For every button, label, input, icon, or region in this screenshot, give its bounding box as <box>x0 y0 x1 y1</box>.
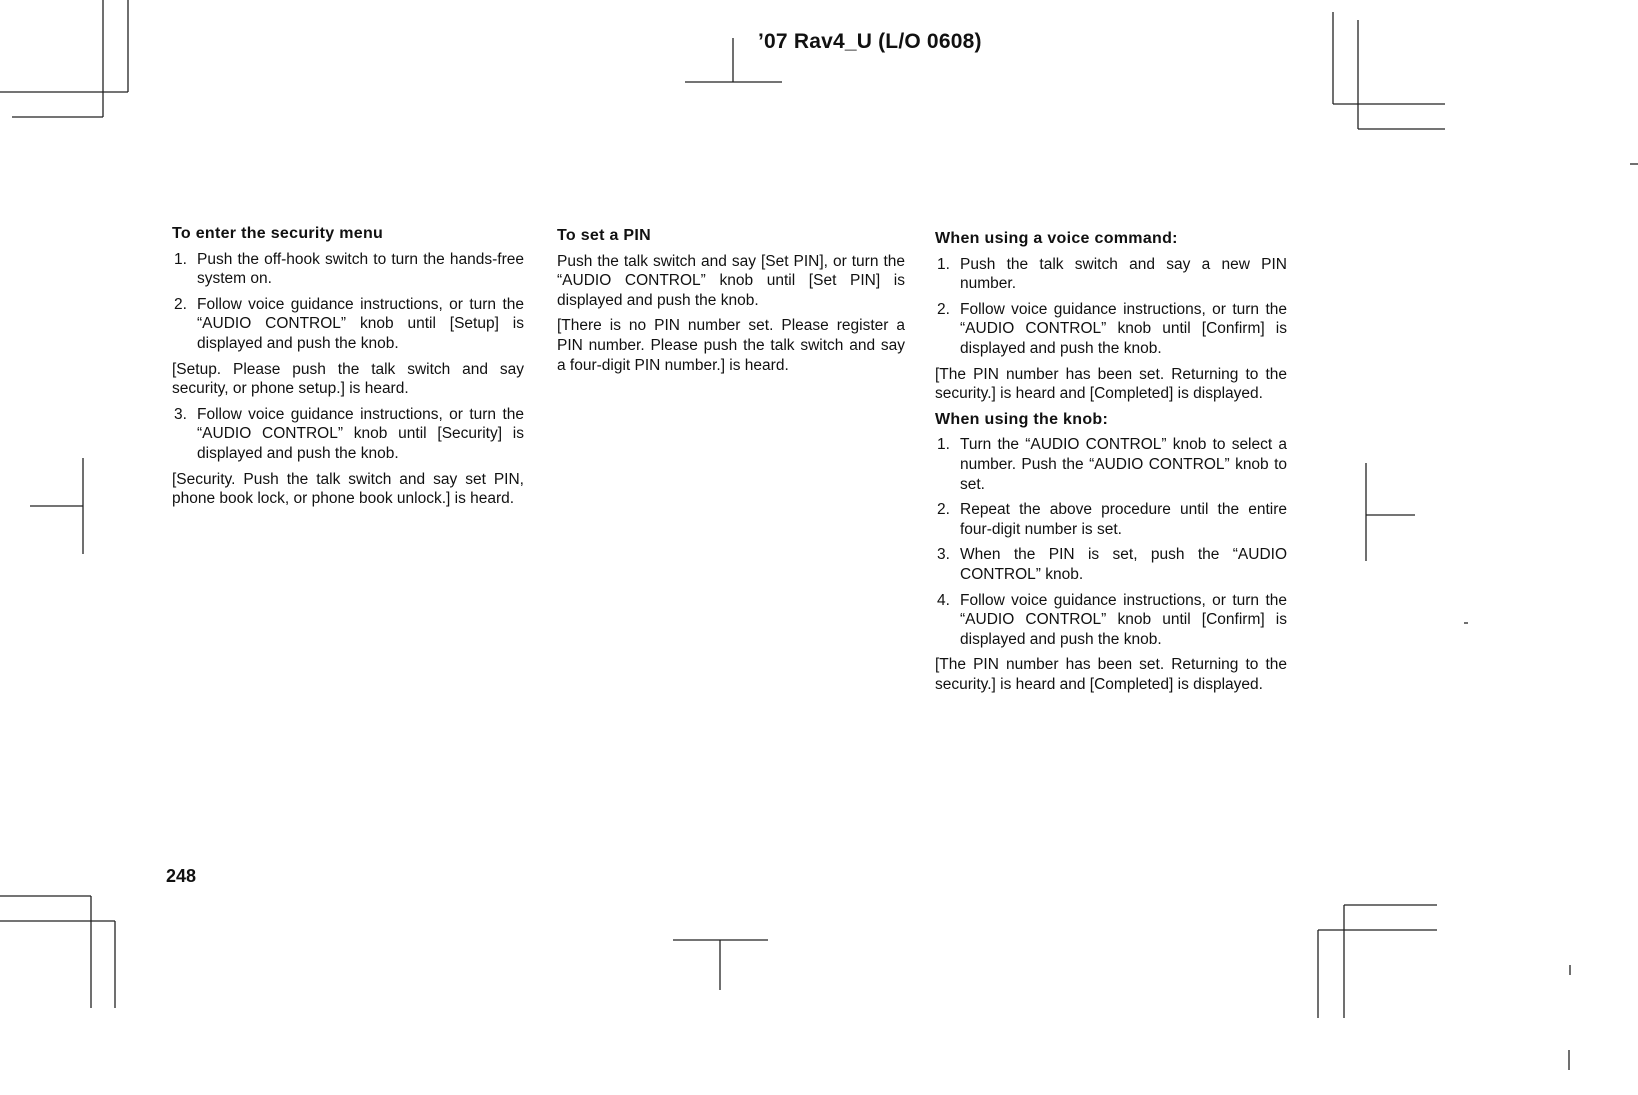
steps-list <box>935 255 1287 359</box>
step-text: Turn the “AUDIO CONTROL” knob to select a number. Push the “AUDIO CONTROL” knob to set. <box>960 436 1287 493</box>
list-item <box>935 435 1287 494</box>
page-number: 248 <box>166 866 197 886</box>
step-text: When the PIN is set, push the “AUDIO CONTROL” knob. <box>960 546 1287 583</box>
list-item <box>172 250 524 289</box>
list-item <box>935 545 1287 584</box>
steps-list <box>172 405 524 464</box>
step-number: 4. <box>937 591 950 609</box>
voice-prompt-note: [There is no PIN number set. Please register a PIN number. Please push the talk switch and say a four-digit PIN number.] is heard. <box>557 317 905 374</box>
steps-list <box>935 435 1287 649</box>
document-header: ’07 Rav4_U (L/O 0608) <box>758 30 982 53</box>
step-text: Push the talk switch and say a new PIN number. <box>960 255 1287 293</box>
section-heading-voice-command: When using a voice command: <box>935 230 1178 247</box>
section-heading-security-menu: To enter the security menu <box>172 225 384 242</box>
list-item <box>172 405 524 464</box>
voice-prompt-note: [Security. Push the talk switch and say set PIN, phone book lock, or phone book unlock.] is heard. <box>172 470 524 508</box>
list-item <box>172 295 524 354</box>
step-number: 1. <box>937 436 950 454</box>
column-enter-security-menu <box>172 224 524 515</box>
step-text: Follow voice guidance instructions, or turn the “AUDIO CONTROL” knob until [Confirm] is displayed and push the knob. <box>960 591 1287 648</box>
steps-list <box>172 250 524 354</box>
step-text: Follow voice guidance instructions, or turn the “AUDIO CONTROL” knob until [Security] is displayed and push the knob. <box>197 405 524 462</box>
step-text: Push the off-hook switch to turn the hands-free system on. <box>197 250 524 288</box>
list-item <box>935 591 1287 650</box>
column-set-pin <box>557 226 905 381</box>
voice-prompt-note: [The PIN number has been set. Returning to the security.] is heard and [Completed] is displayed. <box>935 365 1287 403</box>
paragraph: Push the talk switch and say [Set PIN], or turn the “AUDIO CONTROL” knob until [Set PIN] is displayed and push the knob. <box>557 252 905 309</box>
step-text: Follow voice guidance instructions, or turn the “AUDIO CONTROL” knob until [Setup] is displayed and push the knob. <box>197 295 524 352</box>
section-heading-knob: When using the knob: <box>935 410 1109 428</box>
step-text: Repeat the above procedure until the entire four-digit number is set. <box>960 501 1287 538</box>
list-item <box>935 500 1287 539</box>
column-pin-methods <box>935 229 1287 700</box>
list-item <box>935 255 1287 294</box>
step-number: 2. <box>937 501 950 519</box>
list-item <box>935 300 1287 359</box>
section-heading-set-pin: To set a PIN <box>557 227 651 244</box>
step-text: Follow voice guidance instructions, or turn the “AUDIO CONTROL” knob until [Confirm] is displayed and push the knob. <box>960 300 1287 357</box>
step-number: 1. <box>174 250 187 268</box>
voice-prompt-note: [Setup. Please push the talk switch and say security, or phone setup.] is heard. <box>172 360 524 398</box>
step-number: 3. <box>174 405 187 423</box>
step-number: 2. <box>174 295 187 313</box>
step-number: 2. <box>937 300 950 318</box>
step-number: 1. <box>937 255 950 273</box>
step-number: 3. <box>937 546 950 564</box>
voice-prompt-note: [The PIN number has been set. Returning to the security.] is heard and [Completed] is displayed. <box>935 656 1287 693</box>
